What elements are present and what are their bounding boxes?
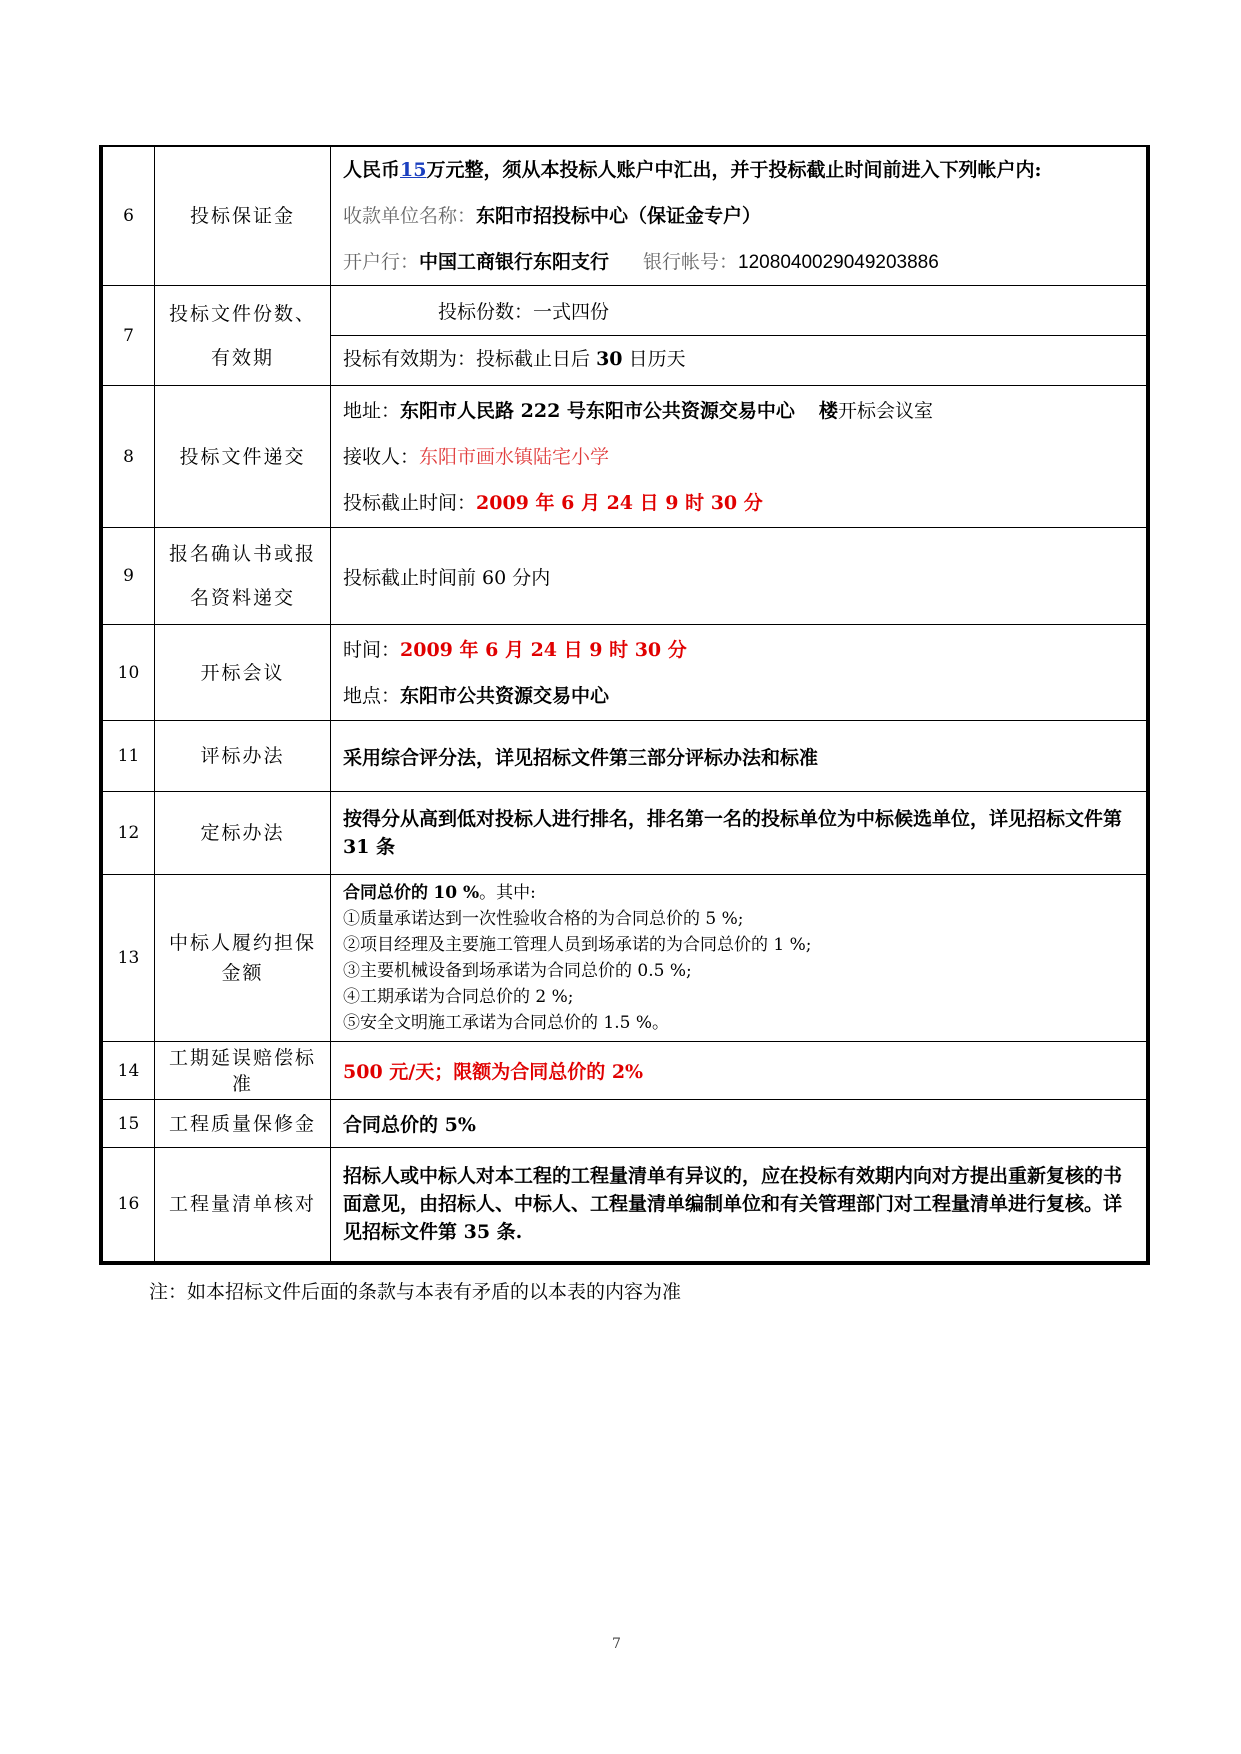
guarantee-item: ②项目经理及主要施工管理人员到场承诺的为合同总价的 1 %; [343,935,812,955]
row-item: 定标办法 [155,792,331,875]
copies-line: 投标份数：一式四份 [331,289,1146,336]
row-item: 投标保证金 [155,146,331,286]
row-item: 工程质量保修金 [155,1100,331,1148]
table-note: 注：如本招标文件后面的条款与本表有矛盾的以本表的内容为准 [149,1281,682,1303]
row-value [331,386,1149,528]
table-row [101,386,1148,528]
guarantee-item: ③主要机械设备到场承诺为合同总价的 0.5 %; [343,961,692,981]
validity-line: 投标有效期为：投标截止日后 30 日历天 [343,348,686,370]
table-row [101,792,1148,875]
row-value: 按得分从高到低对投标人进行排名，排名第一名的投标单位为中标候选单位，详见招标文件第 31 条 [331,792,1149,875]
time-line: 时间：2009 年 6 月 24 日 9 时 30 分 [343,638,687,661]
table-row [101,721,1148,792]
row-value: 采用综合评分法，详见招标文件第三部分评标办法和标准 [331,721,1149,792]
payee-line: 收款单位名称：东阳市招投标中心（保证金专户） [343,205,762,227]
deadline-line: 投标截止时间：2009 年 6 月 24 日 9 时 30 分 [343,491,763,514]
row-item: 评标办法 [155,721,331,792]
row-number: 12 [101,792,155,875]
row-item: 工程量清单核对 [155,1148,331,1263]
row-number: 6 [101,146,155,286]
row-number: 16 [101,1148,155,1263]
table-row [101,146,1148,286]
guarantee-item: ⑤安全文明施工承诺为合同总价的 1.5 %。 [343,1013,669,1033]
row-item: 工期延误赔偿标 准 [155,1042,331,1100]
row-item: 报名确认书或报 名资料递交 [155,528,331,625]
row-value [331,286,1149,386]
row-value: 招标人或中标人对本工程的工程量清单有异议的，应在投标有效期内向对方提出重新复核的书面意见，由招标人、中标人、工程量清单编制单位和有关管理部门对工程量清单进行复核。详见招标文件第 35 条. [331,1148,1149,1263]
row-item: 开标会议 [155,625,331,721]
row-value: 合同总价的 5% [331,1100,1149,1148]
guarantee-total: 合同总价的 10 %。其中: [343,883,536,903]
row-value: 投标截止时间前 60 分内 [331,528,1149,625]
row-number: 13 [101,875,155,1042]
page-number: 7 [612,1636,621,1652]
guarantee-item: ④工期承诺为合同总价的 2 %; [343,987,574,1007]
row-value [331,625,1149,721]
receiver-line: 接收人：东阳市画水镇陆宅小学 [343,445,610,468]
address-line: 地址：东阳市人民路 222 号东阳市公共资源交易中心 楼开标会议室 [343,399,933,422]
row-value [331,146,1149,286]
table-row [101,625,1148,721]
row-item: 投标文件份数、 有效期 [155,286,331,386]
row-number: 14 [101,1042,155,1100]
table-row [101,286,1148,386]
row-number: 15 [101,1100,155,1148]
row-value: 500 元/天；限额为合同总价的 2% [331,1042,1149,1100]
table-row [101,1148,1148,1263]
table-row [101,1042,1148,1100]
table-row [101,875,1148,1042]
place-line: 地点：东阳市公共资源交易中心 [343,684,610,707]
deposit-line: 人民币15万元整，须从本投标人账户中汇出，并于投标截止时间前进入下列帐户内: [343,159,1042,181]
row-number: 8 [101,386,155,528]
table-row [101,528,1148,625]
row-number: 7 [101,286,155,386]
guarantee-item: ①质量承诺达到一次性验收合格的为合同总价的 5 %; [343,909,744,929]
row-number: 11 [101,721,155,792]
table-row [101,1100,1148,1148]
row-value [331,875,1149,1042]
bank-line: 开户行：中国工商银行东阳支行 银行帐号：1208040029049203886 [343,251,939,273]
row-item: 中标人履约担保 金额 [155,875,331,1042]
row-number: 10 [101,625,155,721]
row-number: 9 [101,528,155,625]
row-item: 投标文件递交 [155,386,331,528]
bid-info-table [99,145,1150,1265]
